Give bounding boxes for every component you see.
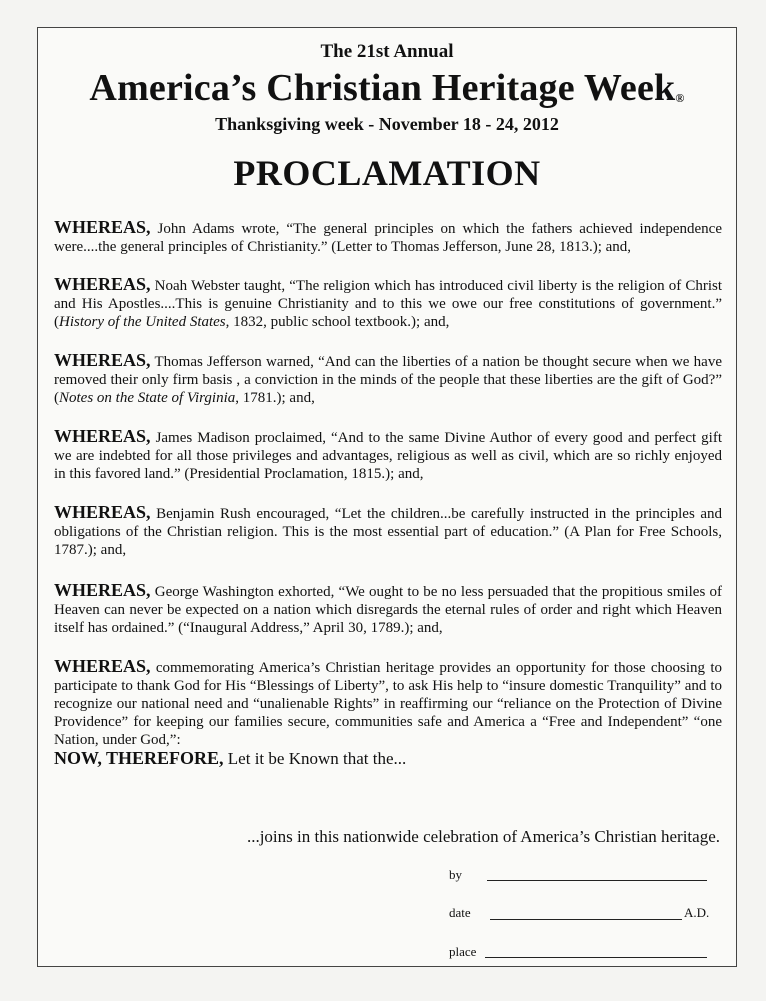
whereas-keyword: WHEREAS,	[54, 350, 151, 370]
whereas-paragraph-jefferson	[54, 351, 722, 407]
now-therefore-keyword: NOW, THEREFORE,	[54, 748, 224, 768]
paragraph-text: John Adams wrote, “The general principles on which the fathers achieved independence were....the general principles of Christianity.” (Letter to Thomas Jefferson, June 28, 1813.); and,	[54, 221, 722, 255]
whereas-keyword: WHEREAS,	[54, 426, 151, 446]
citation-tail: , 1781.); and,	[235, 390, 315, 406]
citation-title: History of the United States	[59, 314, 226, 330]
paragraph-text: commemorating America’s Christian heritage provides an opportunity for those choosing to participate to thank God for His “Blessings of Liberty”, to ask His help to “insure domestic Tranquility” and to recognize our national need and “unalienable Rights” in reaffirming our “reliance on the Protection of Divine Providence” for keeping our families secure, communities safe and America a “Free and Independent” “one Nation, under God,”:	[54, 660, 722, 748]
date-suffix: A.D.	[684, 905, 710, 920]
annual-label: The 21st Annual	[320, 41, 454, 62]
whereas-keyword: WHEREAS,	[54, 656, 151, 676]
place-signature-line[interactable]	[485, 957, 707, 958]
title-text: America’s Christian Heritage Week	[89, 67, 676, 109]
document-title	[38, 66, 736, 110]
now-therefore-line	[54, 748, 406, 769]
citation-tail: , 1832, public school textbook.); and,	[225, 314, 450, 330]
whereas-keyword: WHEREAS,	[54, 580, 151, 600]
joins-statement: ...joins in this nationwide celebration of America’s Christian heritage.	[246, 827, 720, 846]
paragraph-text: James Madison proclaimed, “And to the same Divine Author of every good and perfect gift we are indebted for all those privileges and advantages, religious as well as civil, which are so richly enjoyed in this favored land.” (Presidential Proclamation, 1815.); and,	[54, 430, 722, 482]
whereas-paragraph-washington	[54, 581, 722, 637]
whereas-keyword: WHEREAS,	[54, 217, 151, 237]
whereas-paragraph-webster	[54, 275, 722, 331]
whereas-paragraph-adams	[54, 218, 722, 256]
registered-mark: ®	[675, 91, 685, 105]
event-dates: Thanksgiving week - November 18 - 24, 2012	[215, 114, 559, 134]
paragraph-text: George Washington exhorted, “We ought to be no less persuaded that the propitious smiles of Heaven can never be expected on a nation which disregards the eternal rules of order and right which Heaven itself has ordained.” (“Inaugural Address,” April 30, 1789.); and,	[54, 584, 723, 636]
date-label: date	[449, 905, 471, 920]
whereas-paragraph-madison	[54, 427, 722, 483]
date-signature-line[interactable]	[490, 919, 682, 920]
now-therefore-text: Let it be Known that the...	[227, 749, 407, 768]
paragraph-text: Thomas Jefferson warned, “And can the liberties of a nation be thought secure when we have removed their only firm basis , a conviction in the minds of the people that these liberties are the gift of God?” (	[54, 354, 722, 406]
citation-title: Notes on the State of Virginia	[59, 390, 236, 406]
whereas-paragraph-rush	[54, 503, 722, 559]
place-label: place	[449, 944, 477, 959]
by-label: by	[449, 867, 462, 882]
paragraph-text: Noah Webster taught, “The religion which has introduced civil liberty is the religion of Christ and His Apostles....This is genuine Christianity and to this we owe our free constitutions of government.” (	[54, 278, 722, 330]
whereas-keyword: WHEREAS,	[54, 502, 151, 522]
by-signature-line[interactable]	[487, 880, 707, 881]
whereas-keyword: WHEREAS,	[54, 274, 151, 294]
paragraph-text: Benjamin Rush encouraged, “Let the children...be carefully instructed in the principles and obligations of the Christian religion. This is the most essential part of education.” (A Plan for Free Schools, 1787.); and,	[54, 506, 722, 558]
proclamation-heading: PROCLAMATION	[233, 153, 541, 193]
proclamation-document	[37, 27, 737, 967]
whereas-paragraph-commemorating	[54, 657, 722, 749]
